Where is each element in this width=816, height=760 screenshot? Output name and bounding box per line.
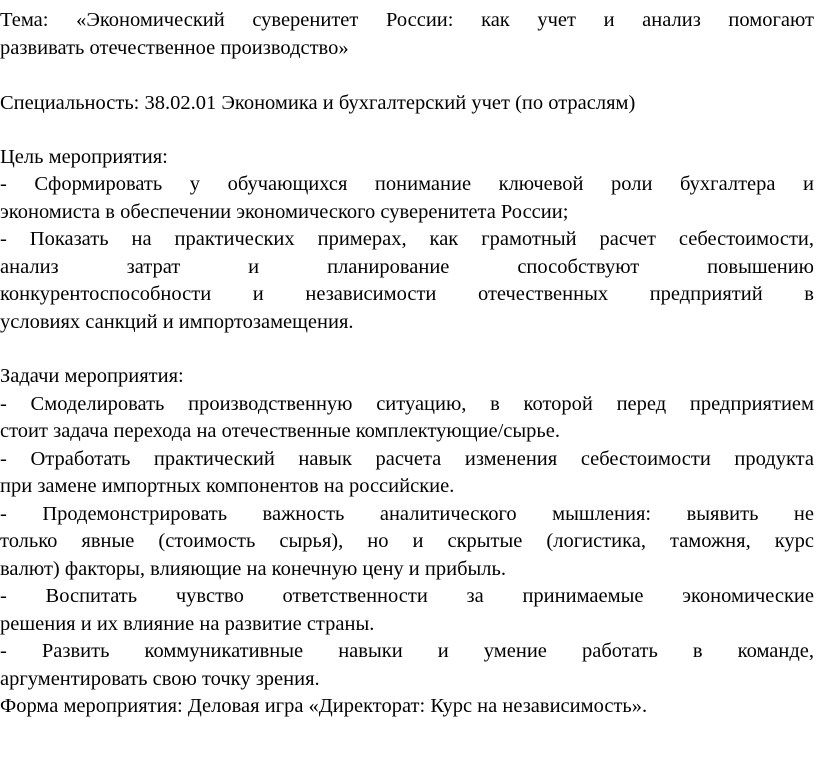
specialty: Специальность: 38.02.01 Экономика и бухгалтерский учет (по отраслям) xyxy=(0,92,636,114)
goal-line: условиях санкций и импортозамещения. xyxy=(0,311,354,333)
task-line: - Продемонстрировать важность аналитического мышления: выявить не xyxy=(0,503,814,525)
topic-line-2: развивать отечественное производство» xyxy=(0,37,349,59)
task-line: - Развить коммуникативные навыки и умение работать в команде, xyxy=(0,640,814,662)
event-form: Форма мероприятия: Деловая игра «Директорат: Курс на независимость». xyxy=(0,695,648,717)
task-line: - Отработать практический навык расчета изменения себестоимости продукта xyxy=(0,448,814,470)
topic-line-1: Тема: «Экономический суверенитет России: как учет и анализ помогают xyxy=(0,9,814,31)
goal-line: - Сформировать у обучающихся понимание ключевой роли бухгалтера и xyxy=(0,173,814,195)
task-line: только явные (стоимость сырья), но и скрытые (логистика, таможня, курс xyxy=(0,530,814,552)
task-line: при замене импортных компонентов на российские. xyxy=(0,475,455,497)
task-line: валют) факторы, влияющие на конечную цену и прибыль. xyxy=(0,558,506,580)
task-line: аргументировать свою точку зрения. xyxy=(0,668,320,690)
tasks-heading: Задачи мероприятия: xyxy=(0,365,184,387)
task-line: - Воспитать чувство ответственности за принимаемые экономические xyxy=(0,585,814,607)
goal-line: - Показать на практических примерах, как грамотный расчет себестоимости, xyxy=(0,228,814,250)
goal-line: экономиста в обеспечении экономического суверенитета России; xyxy=(0,201,569,223)
task-line: решения и их влияние на развитие страны. xyxy=(0,613,375,635)
goal-line: анализ затрат и планирование способствуют повышению xyxy=(0,256,814,278)
task-line: стоит задача перехода на отечественные комплектующие/сырье. xyxy=(0,420,560,442)
goal-heading: Цель мероприятия: xyxy=(0,146,168,168)
task-line: - Смоделировать производственную ситуацию, в которой перед предприятием xyxy=(0,393,814,415)
goal-line: конкурентоспособности и независимости отечественных предприятий в xyxy=(0,283,814,305)
